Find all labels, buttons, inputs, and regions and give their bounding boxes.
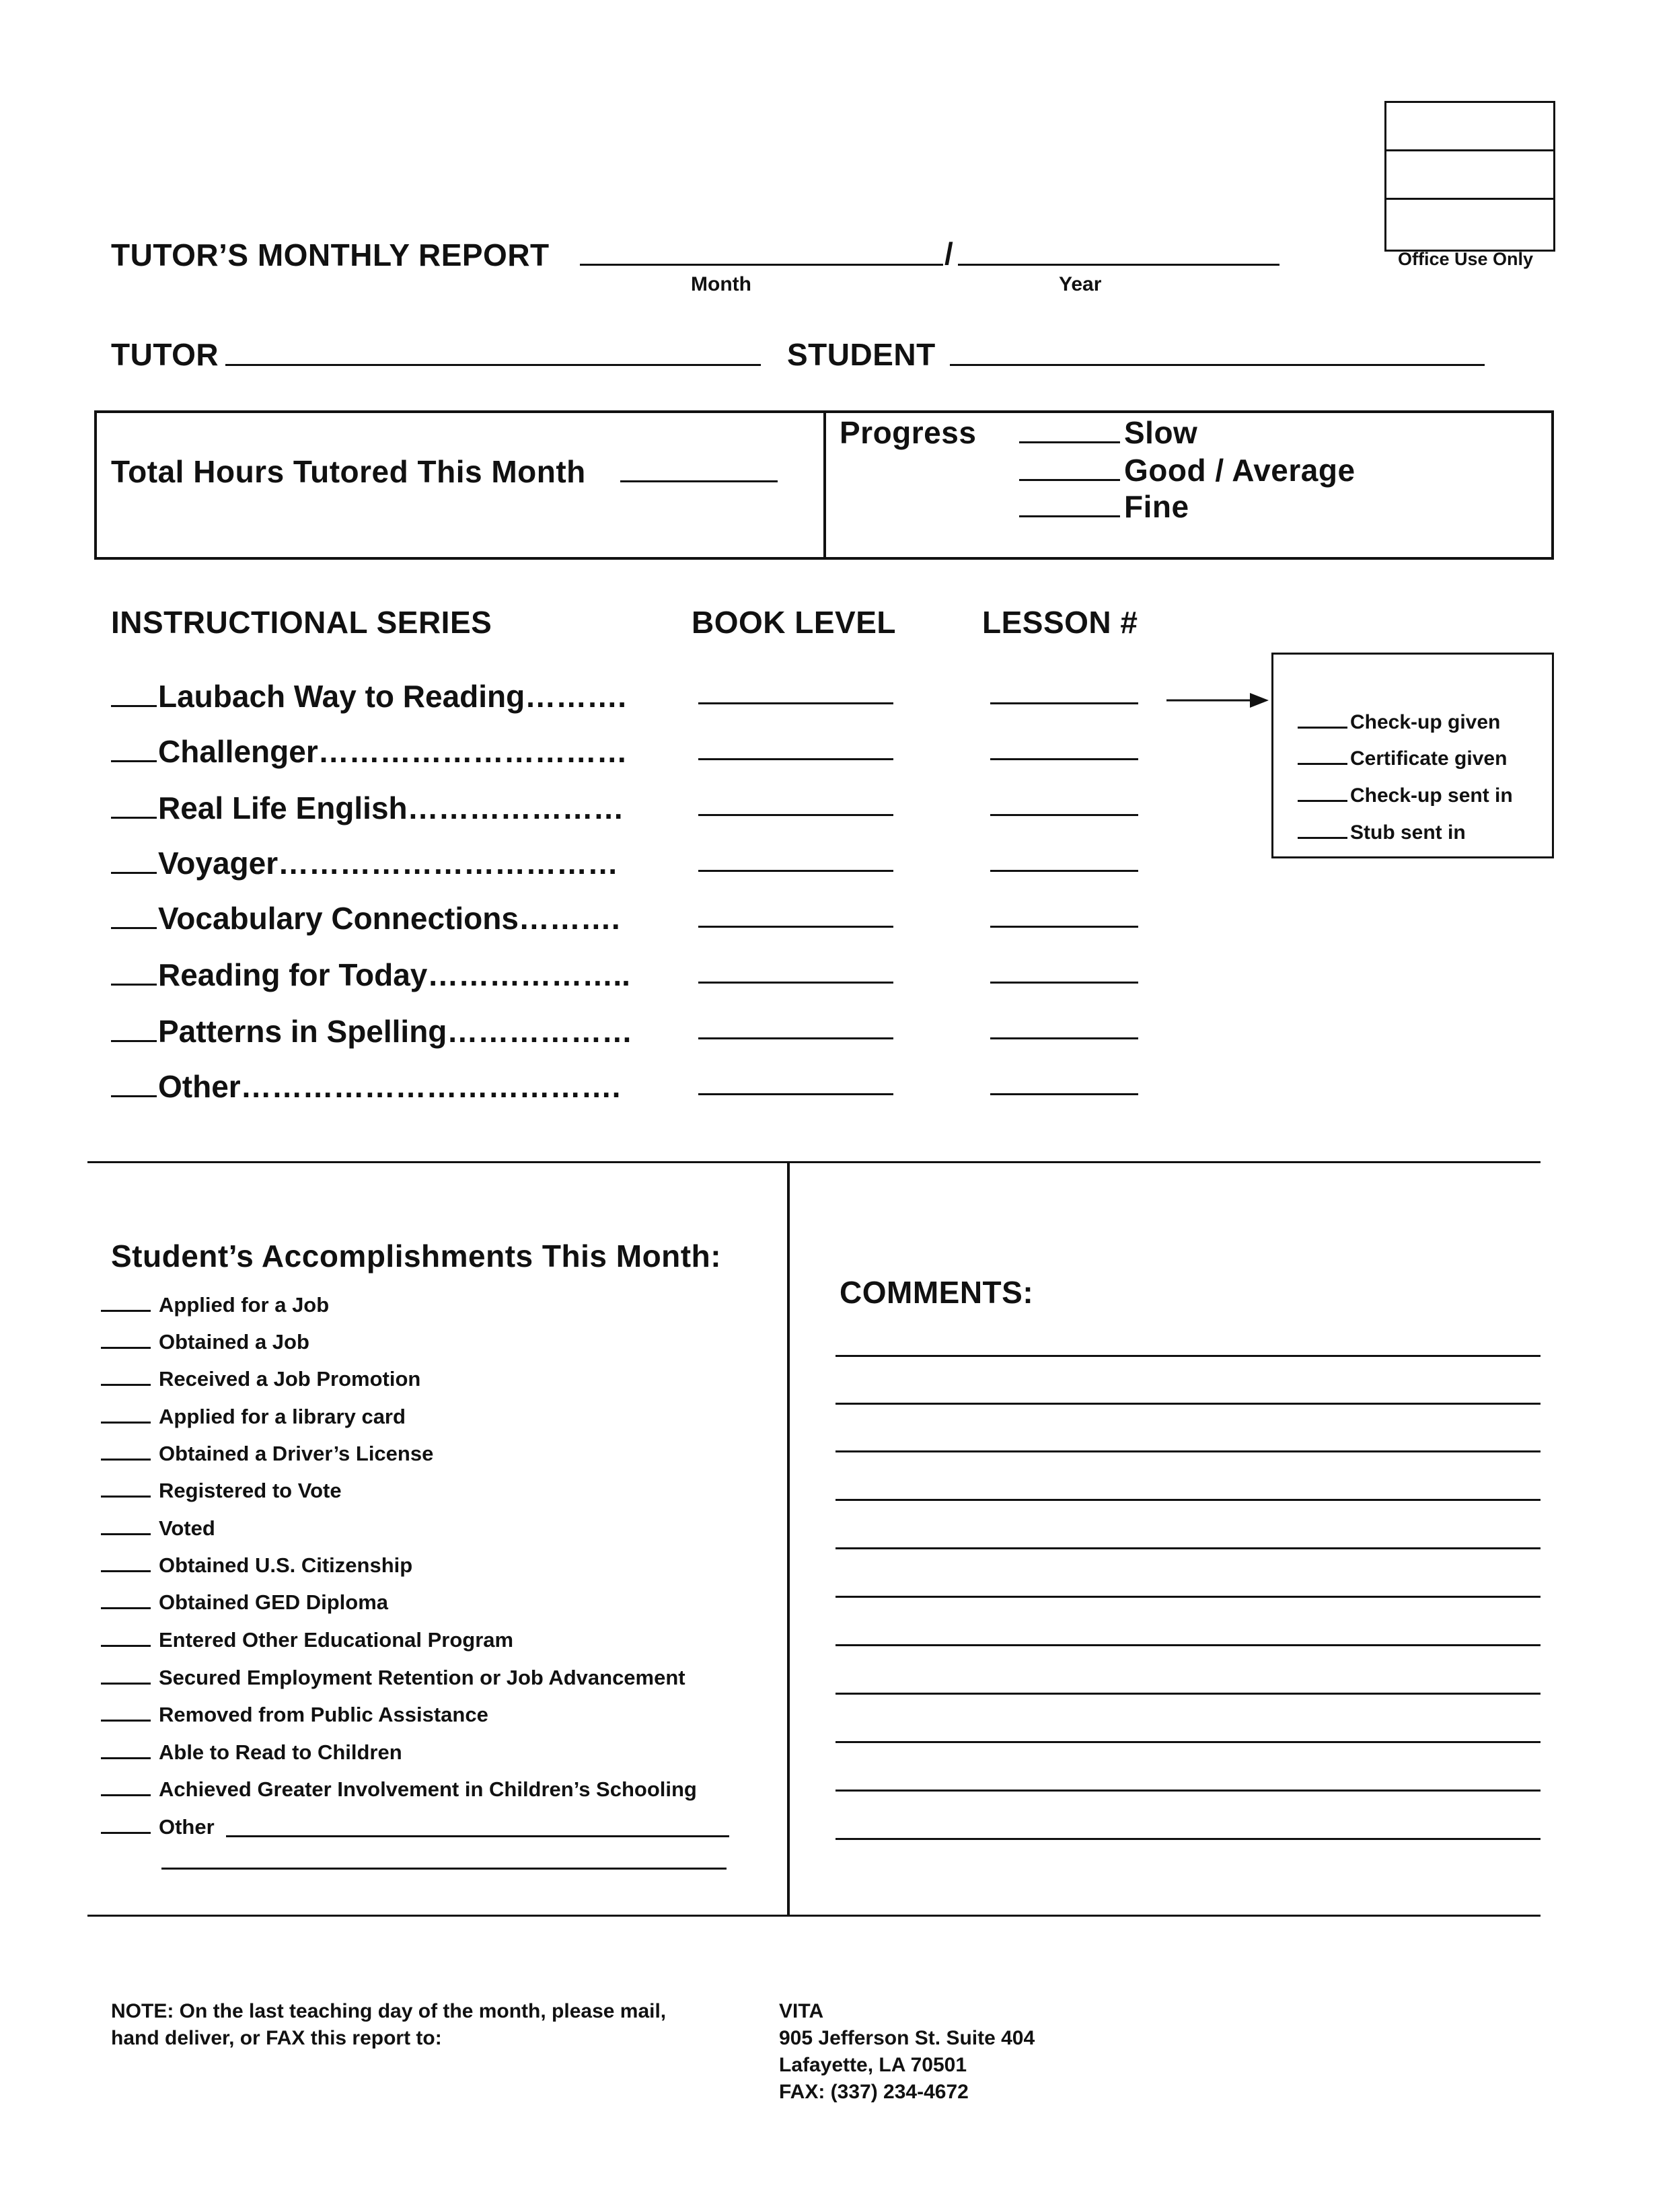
student-name-field[interactable] bbox=[950, 364, 1485, 366]
series-check-blank[interactable] bbox=[111, 872, 157, 874]
accomplishment-blank[interactable] bbox=[101, 1384, 151, 1386]
lesson-number-header: LESSON # bbox=[982, 605, 1138, 640]
accomplishment-item-other[interactable] bbox=[101, 1815, 215, 1839]
comment-line[interactable] bbox=[836, 1693, 1540, 1695]
checkup-blank[interactable] bbox=[1298, 837, 1347, 839]
checkup-item[interactable] bbox=[1298, 821, 1466, 844]
accomplishment-item[interactable] bbox=[101, 1442, 433, 1466]
series-check-blank[interactable] bbox=[111, 817, 157, 819]
address-line: 905 Jefferson St. Suite 404 bbox=[779, 2027, 1035, 2049]
other-accomplishment-field-2[interactable] bbox=[161, 1868, 727, 1870]
book-level-field[interactable] bbox=[698, 702, 893, 704]
year-label: Year bbox=[1059, 273, 1102, 295]
series-row-voyager[interactable] bbox=[111, 845, 618, 881]
accomplishment-blank[interactable] bbox=[101, 1720, 151, 1722]
office-use-cell[interactable] bbox=[1386, 103, 1553, 151]
series-check-blank[interactable] bbox=[111, 760, 157, 762]
lesson-number-field[interactable] bbox=[990, 1037, 1138, 1039]
comment-line[interactable] bbox=[836, 1355, 1540, 1357]
accomplishment-item[interactable] bbox=[101, 1516, 215, 1541]
book-level-field[interactable] bbox=[698, 1093, 893, 1095]
other-accomplishment-field[interactable] bbox=[226, 1835, 729, 1837]
accomplishment-label: Voted bbox=[159, 1516, 215, 1540]
series-label: Vocabulary Connections………. bbox=[158, 901, 620, 936]
series-label: Real Life English………………… bbox=[158, 790, 624, 825]
office-use-box bbox=[1384, 101, 1555, 252]
accomplishment-blank[interactable] bbox=[101, 1310, 151, 1312]
section-top-rule bbox=[87, 1161, 1540, 1163]
accomplishment-item[interactable] bbox=[101, 1405, 406, 1429]
lesson-number-field[interactable] bbox=[990, 758, 1138, 760]
office-use-cell[interactable] bbox=[1386, 200, 1553, 248]
lesson-number-field[interactable] bbox=[990, 814, 1138, 816]
series-row-real-life-english[interactable] bbox=[111, 790, 624, 826]
accomplishment-blank[interactable] bbox=[101, 1533, 151, 1535]
series-row-vocabulary-connections[interactable] bbox=[111, 900, 620, 936]
office-use-cell[interactable] bbox=[1386, 151, 1553, 200]
year-field[interactable] bbox=[958, 264, 1279, 266]
accomplishment-blank[interactable] bbox=[101, 1459, 151, 1461]
lesson-number-field[interactable] bbox=[990, 870, 1138, 872]
instructional-series-header: INSTRUCTIONAL SERIES bbox=[111, 605, 492, 640]
report-title: TUTOR’S MONTHLY REPORT bbox=[111, 237, 550, 272]
series-label: Reading for Today……………….. bbox=[158, 957, 630, 992]
mailing-address bbox=[779, 1998, 1035, 2106]
comment-line[interactable] bbox=[836, 1838, 1540, 1840]
accomplishment-label: Obtained a Driver’s License bbox=[159, 1442, 434, 1465]
accomplishment-label: Able to Read to Children bbox=[159, 1740, 402, 1764]
accomplishments-title: Student’s Accomplishments This Month: bbox=[111, 1239, 722, 1274]
progress-blank[interactable] bbox=[1019, 479, 1120, 481]
accomplishment-label: Secured Employment Retention or Job Advancement bbox=[159, 1666, 685, 1689]
accomplishment-label: Applied for a library card bbox=[159, 1405, 406, 1428]
accomplishment-blank[interactable] bbox=[101, 1422, 151, 1424]
progress-blank[interactable] bbox=[1019, 515, 1120, 517]
accomplishment-label: Obtained a Job bbox=[159, 1330, 309, 1354]
total-hours-label: Total Hours Tutored This Month bbox=[111, 454, 586, 489]
address-line: Lafayette, LA 70501 bbox=[779, 2054, 967, 2076]
accomplishment-blank[interactable] bbox=[101, 1570, 151, 1572]
accomplishment-label: Achieved Greater Involvement in Children’s Schooling bbox=[159, 1777, 697, 1801]
date-slash: / bbox=[944, 236, 954, 271]
lesson-number-field[interactable] bbox=[990, 982, 1138, 984]
book-level-field[interactable] bbox=[698, 926, 893, 928]
series-check-blank[interactable] bbox=[111, 1040, 157, 1042]
month-field[interactable] bbox=[580, 264, 943, 266]
accomplishment-item[interactable] bbox=[101, 1479, 342, 1503]
comment-line[interactable] bbox=[836, 1450, 1540, 1452]
lesson-number-field[interactable] bbox=[990, 926, 1138, 928]
accomplishment-label: Registered to Vote bbox=[159, 1479, 342, 1502]
checkup-label: Certificate given bbox=[1350, 747, 1508, 770]
accomplishment-label: Other bbox=[159, 1815, 215, 1839]
book-level-field[interactable] bbox=[698, 814, 893, 816]
comment-line[interactable] bbox=[836, 1596, 1540, 1598]
book-level-field[interactable] bbox=[698, 758, 893, 760]
series-row-reading-for-today[interactable] bbox=[111, 957, 630, 993]
arrow-right-icon bbox=[1166, 690, 1271, 710]
progress-option-good-average[interactable] bbox=[1019, 452, 1356, 488]
comment-line[interactable] bbox=[836, 1403, 1540, 1405]
accomplishment-item[interactable] bbox=[101, 1703, 488, 1727]
month-label: Month bbox=[691, 273, 751, 295]
accomplishment-blank[interactable] bbox=[101, 1347, 151, 1349]
tutor-label: TUTOR bbox=[111, 337, 219, 372]
accomplishment-item[interactable] bbox=[101, 1777, 697, 1802]
accomplishment-label: Obtained U.S. Citizenship bbox=[159, 1553, 413, 1577]
series-check-blank[interactable] bbox=[111, 927, 157, 929]
progress-option-label: Good / Average bbox=[1124, 453, 1356, 488]
checkup-blank[interactable] bbox=[1298, 763, 1347, 765]
comment-line[interactable] bbox=[836, 1741, 1540, 1743]
comments-title: COMMENTS: bbox=[840, 1275, 1034, 1310]
checkup-item[interactable] bbox=[1298, 711, 1500, 734]
accomplishment-blank[interactable] bbox=[101, 1794, 151, 1796]
progress-option-fine[interactable] bbox=[1019, 488, 1189, 525]
accomplishment-label: Obtained GED Diploma bbox=[159, 1590, 389, 1614]
progress-option-label: Fine bbox=[1124, 489, 1189, 524]
accomplishment-label: Entered Other Educational Program bbox=[159, 1628, 514, 1652]
accomplishment-label: Applied for a Job bbox=[159, 1293, 330, 1317]
progress-option-slow[interactable] bbox=[1019, 414, 1197, 451]
series-label: Challenger………………………… bbox=[158, 734, 628, 769]
accomplishment-item[interactable] bbox=[101, 1740, 402, 1765]
accomplishment-item[interactable] bbox=[101, 1628, 513, 1652]
progress-blank[interactable] bbox=[1019, 441, 1120, 443]
address-line: FAX: (337) 234-4672 bbox=[779, 2081, 969, 2103]
book-level-header: BOOK LEVEL bbox=[692, 605, 897, 640]
accomplishment-blank[interactable] bbox=[101, 1645, 151, 1647]
mailing-note: NOTE: On the last teaching day of the month, please mail, hand deliver, or FAX this report to: bbox=[111, 2000, 667, 2049]
book-level-field[interactable] bbox=[698, 982, 893, 984]
series-check-blank[interactable] bbox=[111, 984, 157, 986]
checkup-box bbox=[1271, 653, 1554, 858]
accomplishment-item[interactable] bbox=[101, 1666, 685, 1690]
tutor-name-field[interactable] bbox=[225, 364, 761, 366]
checkup-blank[interactable] bbox=[1298, 727, 1347, 729]
accomplishment-label: Received a Job Promotion bbox=[159, 1367, 421, 1391]
checkup-item[interactable] bbox=[1298, 784, 1513, 807]
lesson-number-field[interactable] bbox=[990, 1093, 1138, 1095]
lesson-number-field[interactable] bbox=[990, 702, 1138, 704]
comment-line[interactable] bbox=[836, 1790, 1540, 1792]
accomplishment-blank[interactable] bbox=[101, 1607, 151, 1609]
section-bottom-rule bbox=[87, 1915, 1540, 1917]
book-level-field[interactable] bbox=[698, 870, 893, 872]
comment-line[interactable] bbox=[836, 1644, 1540, 1646]
accomplishment-label: Removed from Public Assistance bbox=[159, 1703, 488, 1726]
series-label: Other………………………………. bbox=[158, 1069, 621, 1104]
accomplishment-item[interactable] bbox=[101, 1553, 412, 1578]
student-label: STUDENT bbox=[787, 337, 936, 372]
address-line: VITA bbox=[779, 2000, 824, 2022]
comment-line[interactable] bbox=[836, 1547, 1540, 1549]
series-row-laubach[interactable] bbox=[111, 678, 626, 714]
section-divider bbox=[787, 1163, 790, 1916]
total-hours-field[interactable] bbox=[620, 480, 778, 482]
checkup-label: Check-up sent in bbox=[1350, 784, 1513, 807]
progress-label: Progress bbox=[840, 415, 977, 450]
series-label: Patterns in Spelling……………… bbox=[158, 1014, 633, 1049]
office-use-label: Office Use Only bbox=[1398, 249, 1534, 269]
progress-option-label: Slow bbox=[1124, 415, 1198, 450]
checkup-item[interactable] bbox=[1298, 747, 1507, 770]
accomplishment-blank[interactable] bbox=[101, 1496, 151, 1498]
accomplishment-item[interactable] bbox=[101, 1590, 388, 1615]
accomplishment-item[interactable] bbox=[101, 1330, 309, 1354]
series-row-other[interactable] bbox=[111, 1068, 620, 1105]
accomplishment-item[interactable] bbox=[101, 1293, 329, 1317]
series-label: Voyager…………………………… bbox=[158, 846, 619, 881]
series-row-patterns-in-spelling[interactable] bbox=[111, 1013, 632, 1049]
accomplishment-blank[interactable] bbox=[101, 1683, 151, 1685]
accomplishment-blank[interactable] bbox=[101, 1757, 151, 1759]
checkup-label: Stub sent in bbox=[1350, 821, 1466, 844]
series-check-blank[interactable] bbox=[111, 1095, 157, 1097]
accomplishment-blank[interactable] bbox=[101, 1832, 151, 1834]
checkup-blank[interactable] bbox=[1298, 800, 1347, 802]
comment-line[interactable] bbox=[836, 1499, 1540, 1501]
series-label: Laubach Way to Reading………. bbox=[158, 679, 627, 714]
series-row-challenger[interactable] bbox=[111, 733, 628, 770]
book-level-field[interactable] bbox=[698, 1037, 893, 1039]
checkup-label: Check-up given bbox=[1350, 711, 1501, 733]
series-check-blank[interactable] bbox=[111, 705, 157, 707]
accomplishment-item[interactable] bbox=[101, 1367, 420, 1391]
summary-divider bbox=[823, 410, 826, 560]
